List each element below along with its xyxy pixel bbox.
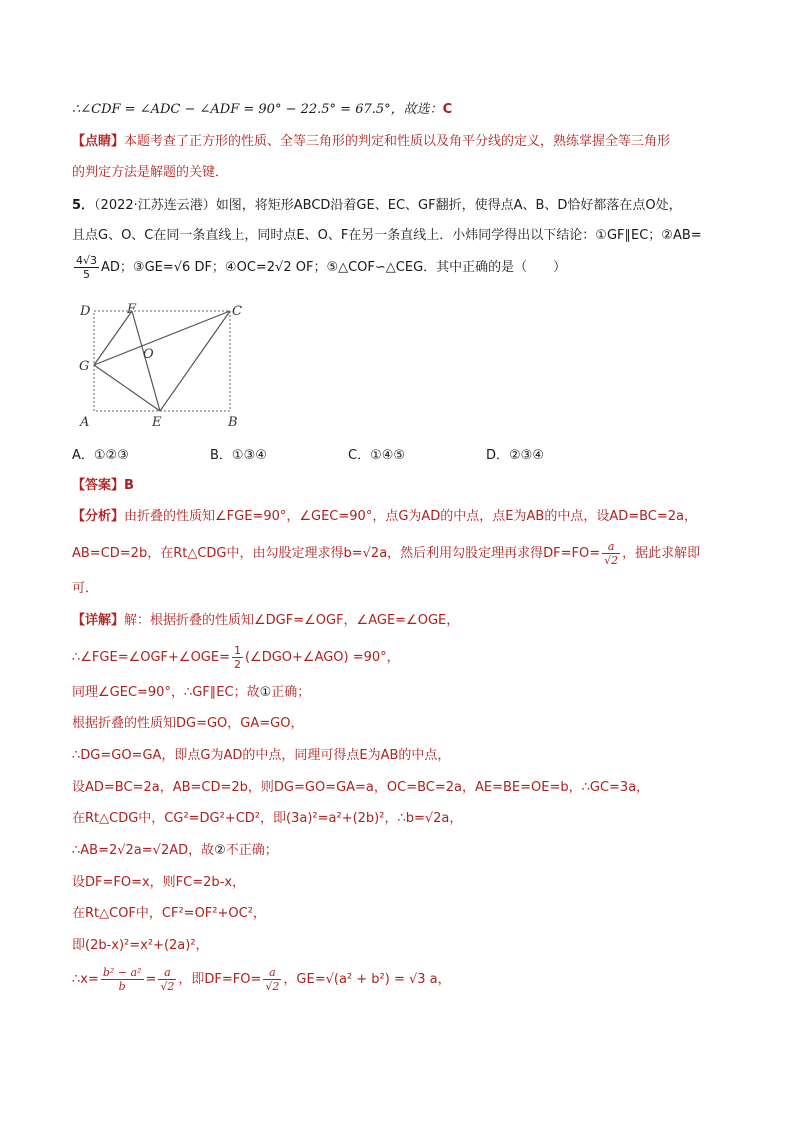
analysis-tag: 【分析】	[72, 509, 125, 524]
conclusion-line: ∴∠CDF = ∠ADC − ∠ADF = 90° − 22.5° = 67.5°，故选：C	[72, 102, 453, 117]
label-B: B	[228, 415, 238, 430]
option-d: D．②③④	[486, 448, 544, 463]
solution-line-8: ∴AB=2√2a=√2AD，故②不正确；	[72, 843, 278, 858]
solution-line-2: ∴∠FGE=∠OGF+∠OGE= $\frac{1}{2}$ (∠DGO+∠AGO) =90°，	[72, 644, 400, 671]
fraction: $\frac{a}{√2}$	[604, 540, 619, 567]
answer-tag: 【答案】	[72, 478, 125, 493]
solution-line-3: 同理∠GEC=90°，∴GF∥EC；故①正确；	[72, 685, 311, 700]
option-c: C．①④⑤	[348, 448, 406, 463]
dianjing-line-1: 【点睛】本题考查了正方形的性质、全等三角形的判定和性质以及角平分线的定义，熟练掌握全等三角形	[72, 134, 671, 149]
solution-line-10: 在Rt△COF中，CF²=OF²+OC²，	[72, 906, 266, 921]
solution-line-9: 设DF=FO=x，则FC=2b-x，	[72, 875, 246, 890]
analysis-line-2: AB=CD=2b，在Rt△CDG中，由勾股定理求得b=√2a，然后利用勾股定理再求得DF=FO= $\frac{a}{√2}$ ，据此求解即	[72, 540, 701, 567]
label-F: F	[127, 302, 137, 317]
solution-line-6: 设AD=BC=2a，AB=CD=2b，则DG=GO=GA=a，OC=BC=2a，AE=BE=OE=b，∴GC=3a，	[72, 780, 650, 795]
fraction: $\frac{a}{√2}$	[160, 966, 175, 993]
segment-gc	[94, 311, 230, 365]
solution-tag: 【详解】	[72, 613, 125, 628]
fraction: $\frac{\text{b² − a²}}{b}$	[102, 966, 142, 993]
analysis-line-1: 【分析】由折叠的性质知∠FGE=90°，∠GEC=90°，点G为AD的中点，点E为AB的中点，设AD=BC=2a，	[72, 509, 698, 524]
dianjing-tag: 【点睛】	[72, 134, 125, 149]
prev-answer: C	[442, 102, 453, 117]
question-source: （2022·江苏连云港）	[94, 198, 216, 213]
question-number: 5．	[72, 198, 95, 213]
segment-ec	[160, 311, 230, 411]
solution-line-11: 即(2b-x)²=x²+(2a)²，	[72, 938, 209, 953]
solution-line-4: 根据折叠的性质知DG=GO，GA=GO，	[72, 716, 304, 731]
label-G: G	[79, 359, 90, 374]
label-A: A	[80, 415, 90, 430]
question-5-line-2: 且点G、O、C在同一条直线上，同时点E、O、F在另一条直线上．小炜同学得出以下结论：①GF∥EC；②AB=	[72, 228, 702, 243]
solution-line-5: ∴DG=GO=GA，即点G为AD的中点，同理可得点E为AB的中点，	[72, 748, 451, 763]
solution-line-7: 在Rt△CDG中，CG²=DG²+CD²，即(3a)²=a²+(2b)²，∴b=√2a，	[72, 811, 463, 826]
answer-value: B	[124, 478, 134, 493]
dianjing-line-2: 的判定方法是解题的关键．	[72, 165, 229, 180]
segment-ge	[94, 365, 160, 411]
question-5-line-3: $\frac{4√3}{5}$ AD；③GE=√6 DF；④OC=2√2 OF；⑤△COF∽△CEG．其中正确的是（ ）	[76, 254, 567, 281]
label-D: D	[80, 304, 91, 319]
answer-line	[72, 477, 134, 495]
question-5-line-1: 5．（2022·江苏连云港）如图，将矩形ABCD沿着GE、EC、GF翻折，使得点A、B、D恰好都落在点O处，	[72, 198, 682, 213]
option-a: A．①②③	[72, 448, 129, 463]
label-C: C	[232, 304, 242, 319]
analysis-line-3: 可．	[72, 581, 99, 596]
solution-line-12: ∴x= $\frac{\text{b² − a²}}{b}$ = $\frac{a}{√2}$ ，即DF=FO= $\frac{a}{√2}$ ，GE=√(a² + b²) = √3 a，	[72, 966, 451, 993]
geometry-figure	[72, 298, 252, 434]
label-E: E	[152, 415, 162, 430]
solution-line-1: 【详解】解：根据折叠的性质知∠DGF=∠OGF，∠AGE=∠OGE，	[72, 613, 460, 628]
option-b: B．①③④	[210, 448, 267, 463]
rectangle-abcd	[94, 311, 230, 411]
fraction: $\frac{1}{2}$	[233, 644, 241, 671]
fraction: $\frac{4√3}{5}$	[76, 254, 98, 281]
fraction: $\frac{a}{√2}$	[265, 966, 280, 993]
label-O: O	[143, 347, 154, 362]
